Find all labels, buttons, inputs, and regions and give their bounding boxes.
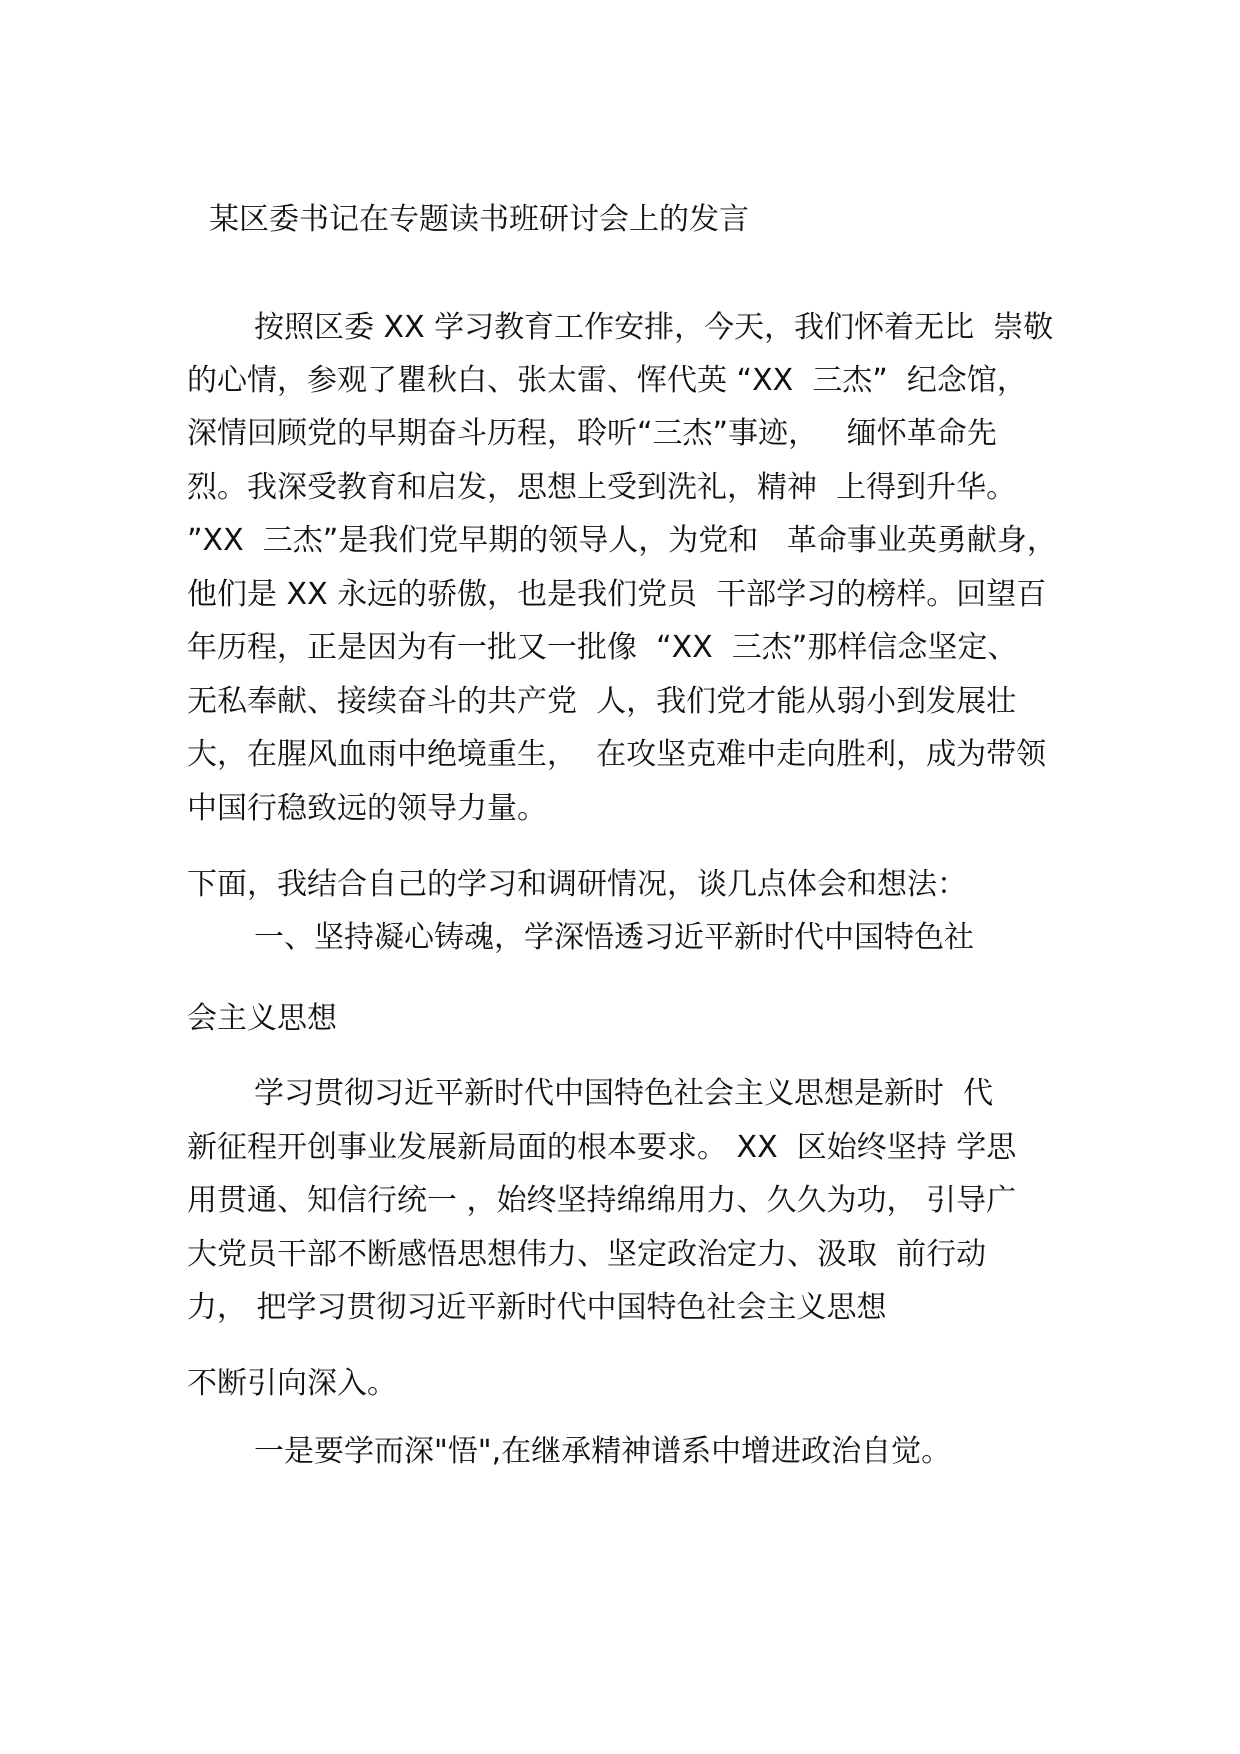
paragraph-line: 无私奉献、接续奋斗的共产党 人，我们党才能从弱小到发展壮 [187, 684, 1017, 719]
section-heading-continued: 会主义思想 [187, 1001, 337, 1036]
paragraph-line: 用贯通、知信行统一 ，始终坚持绵绵用力、久久为功， 引导广 [187, 1183, 1017, 1218]
paragraph-line: 的心情，参观了瞿秋白、张太雷、恽代英 “XX 三杰” 纪念馆， [187, 363, 1027, 398]
section-heading: 一、坚持凝心铸魂，学深悟透习近平新时代中国特色社 [254, 920, 974, 955]
paragraph-line: 力， 把学习贯彻习近平新时代中国特色社会主义思想 [187, 1290, 887, 1325]
paragraph-line: ”XX 三杰”是我们党早期的领导人，为党和 革命事业英勇献身， [187, 523, 1057, 558]
paragraph-line: 学习贯彻习近平新时代中国特色社会主义思想是新时 代 [254, 1076, 994, 1111]
paragraph-line: 深情回顾党的早期奋斗历程，聆听“三杰”事迹， 缅怀革命先 [187, 416, 997, 451]
paragraph-line: 年历程，正是因为有一批又一批像 “XX 三杰”那样信念坚定、 [187, 630, 1018, 665]
paragraph-line: 新征程开创事业发展新局面的根本要求。 XX 区始终坚持 学思 [187, 1130, 1017, 1165]
paragraph-line: 他们是 XX 永远的骄傲，也是我们党员 干部学习的榜样。回望百 [187, 577, 1047, 612]
paragraph-line: 大党员干部不断感悟思想伟力、坚定政治定力、汲取 前行动 [187, 1237, 987, 1272]
paragraph-line: 中国行稳致远的领导力量。 [187, 791, 547, 826]
paragraph-line: 下面，我结合自己的学习和调研情况，谈几点体会和想法： [187, 867, 967, 902]
paragraph-line: 按照区委 XX 学习教育工作安排，今天，我们怀着无比 崇敬 [254, 310, 1054, 345]
paragraph-line: 烈。我深受教育和启发，思想上受到洗礼，精神 上得到升华。 [187, 470, 1017, 505]
paragraph-line: 不断引向深入。 [187, 1366, 397, 1401]
paragraph-line: 大，在腥风血雨中绝境重生， 在攻坚克难中走向胜利，成为带领 [187, 737, 1047, 772]
paragraph-line: 一是要学而深"悟",在继承精神谱系中增进政治自觉。 [254, 1434, 952, 1469]
document-title: 某区委书记在专题读书班研讨会上的发言 [209, 202, 749, 237]
